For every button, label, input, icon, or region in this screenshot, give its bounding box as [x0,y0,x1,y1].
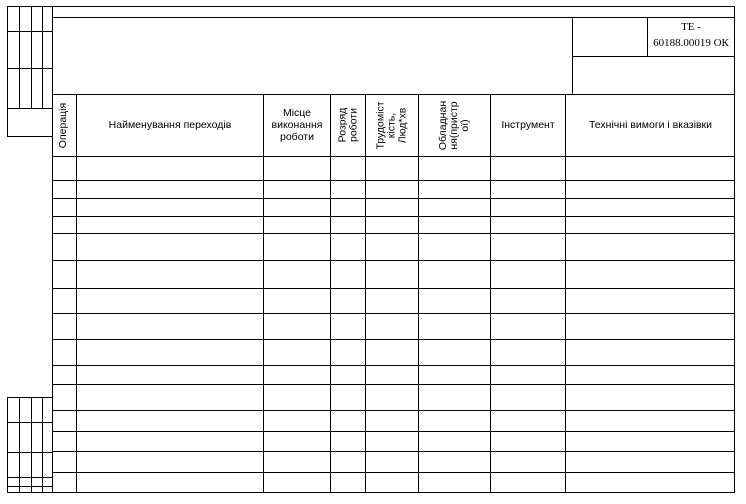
table-row-line [52,313,735,314]
table-row-line [52,451,735,452]
table-row-line [52,431,735,432]
title-mid-line [572,56,735,57]
table-row-line [52,216,735,217]
table-row-line [52,410,735,411]
col-header-labor: Трудоміст кість, Люд*хв [374,100,409,150]
table-row-line [52,288,735,289]
col-header-requirements: Технічні вимоги і вказівки [588,119,712,131]
col-header-instrument: Інструмент [501,119,555,131]
table-row-line [52,365,735,366]
col-header-operation: Операція [57,102,70,148]
col-header-grade: Розряд роботи [336,107,359,143]
table-row-line [52,233,735,234]
title-top-strip [52,17,735,18]
document-code-line2: 60188.00019 ОК [653,37,729,49]
left-stamp-top [7,6,52,138]
table-row-line [52,260,735,261]
table-row-line [52,198,735,199]
table-header-bottom [52,156,735,157]
document-code [647,19,735,51]
col-header-workplace: Місце виконання роботи [271,107,323,143]
form-frame [52,6,735,493]
col-header-transition-name: Найменування переходів [108,119,232,131]
document-code-line1: ТЕ - [681,21,701,33]
table-row-line [52,472,735,473]
table-row-line [52,384,735,385]
left-stamp-bottom [7,397,52,493]
table-row-line [52,339,735,340]
col-header-equipment: Обладнан ня(пристр ої) [437,100,471,150]
table-row-line [52,180,735,181]
